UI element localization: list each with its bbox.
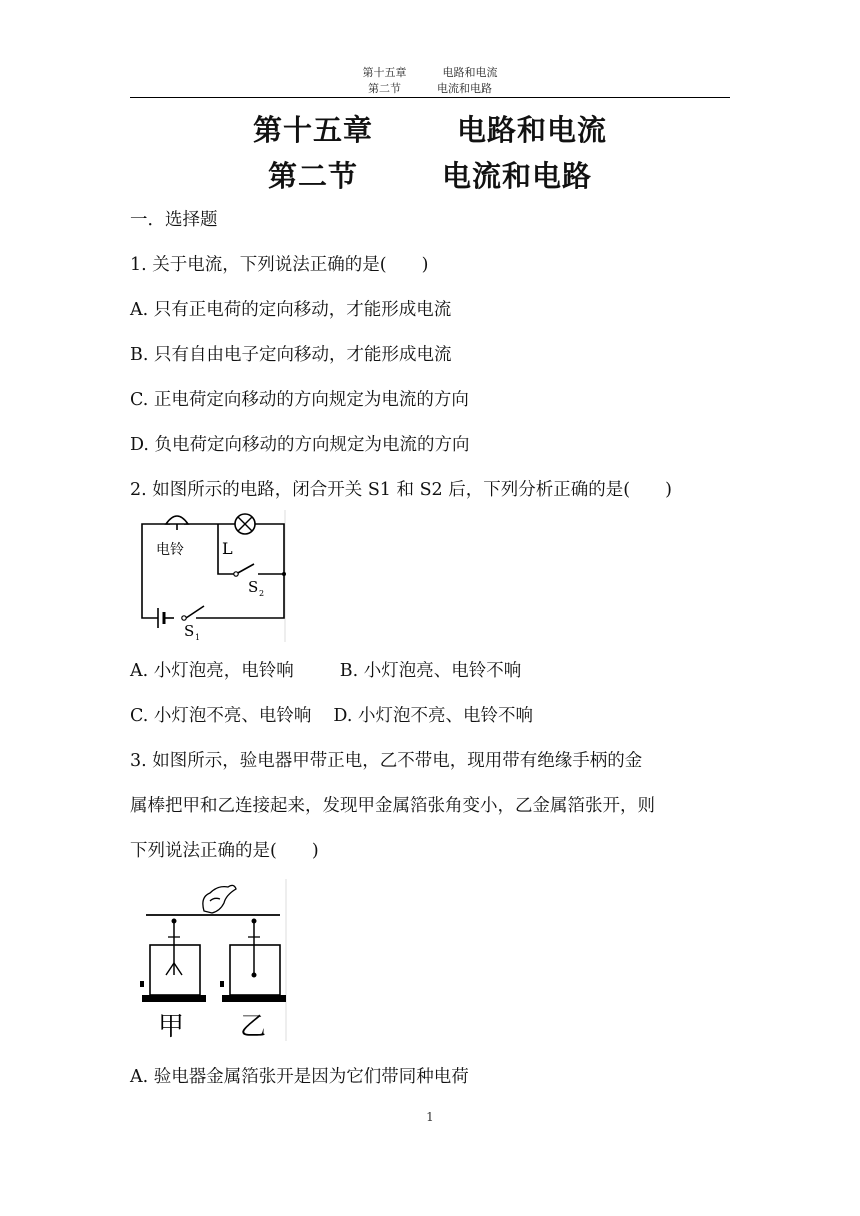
- q1-option-d: D. 负电荷定向移动的方向规定为电流的方向: [130, 435, 470, 455]
- q3-option-a: A. 验电器金属箔张开是因为它们带同种电荷: [130, 1067, 469, 1087]
- q2-option-c: C. 小灯泡不亮、电铃响: [130, 706, 312, 726]
- title-section: 第二节: [267, 159, 358, 193]
- title-chapter-name: 电路和电流: [457, 113, 608, 147]
- q2-options-row-2: [130, 702, 533, 727]
- section-heading: 一．选择题: [130, 210, 218, 230]
- q2-option-a: A. 小灯泡亮，电铃响: [130, 661, 294, 681]
- s2-label: S: [248, 578, 259, 596]
- s2-subscript: 2: [259, 589, 265, 598]
- running-header-line-1: [0, 64, 860, 80]
- label-jia: 甲: [158, 1012, 185, 1042]
- s1-subscript: 1: [195, 633, 201, 642]
- circuit-diagram: [138, 508, 288, 644]
- header-chapter-title: 电路和电流: [442, 66, 498, 79]
- label-yi: 乙: [240, 1012, 267, 1042]
- q2-option-b: B. 小灯泡亮、电铃不响: [339, 661, 522, 681]
- q2-options-row-1: [130, 657, 521, 682]
- header-rule: [130, 97, 730, 98]
- running-header-line-2: [0, 80, 860, 96]
- title-chapter: 第十五章: [252, 113, 373, 147]
- q1-stem: 1. 关于电流，下列说法正确的是( ): [130, 255, 429, 275]
- header-chapter: 第十五章: [362, 66, 407, 79]
- q1-option-c: C. 正电荷定向移动的方向规定为电流的方向: [130, 390, 469, 410]
- s1-label: S: [184, 622, 195, 640]
- q1-option-b: B. 只有自由电子定向移动，才能形成电流: [130, 345, 452, 365]
- page-title-line-1: [0, 108, 860, 149]
- q2-stem: 2. 如图所示的电路，闭合开关 S1 和 S2 后，下列分析正确的是( ): [130, 480, 672, 500]
- q1-option-a: A. 只有正电荷的定向移动，才能形成电流: [130, 300, 452, 320]
- q3-stem-line-3: 下列说法正确的是( ): [130, 841, 319, 861]
- q3-stem-line-2: 属棒把甲和乙连接起来，发现甲金属箔张角变小，乙金属箔张开，则: [130, 796, 655, 816]
- q3-stem-line-1: 3. 如图所示，验电器甲带正电，乙不带电，现用带有绝缘手柄的金: [130, 751, 643, 771]
- lamp-label: L: [222, 539, 233, 558]
- electroscope-diagram: [140, 877, 288, 1043]
- header-section: 第二节: [368, 82, 401, 95]
- page-number: 1: [426, 1110, 434, 1124]
- header-section-title: 电流和电路: [437, 82, 492, 95]
- bell-label: 电铃: [156, 542, 184, 558]
- title-section-name: 电流和电路: [442, 159, 593, 193]
- lamp-icon: [235, 514, 255, 534]
- q2-option-d: D. 小灯泡不亮、电铃不响: [333, 706, 533, 726]
- page-title-line-2: [0, 154, 860, 195]
